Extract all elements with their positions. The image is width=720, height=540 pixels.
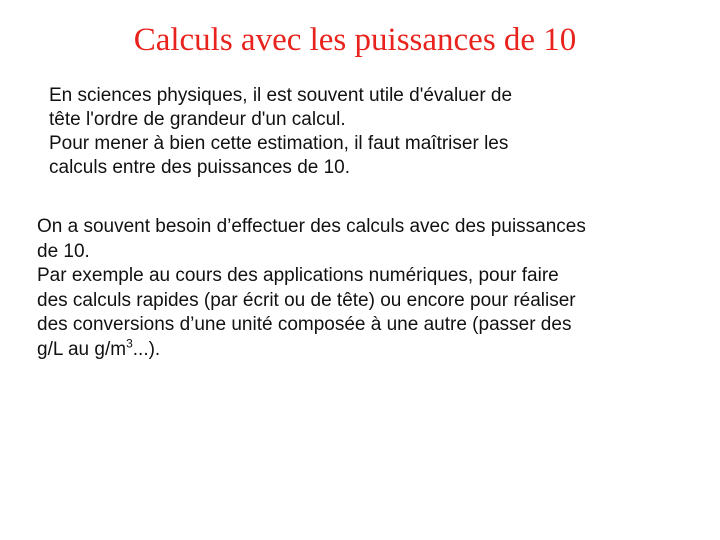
intro-line: calculs entre des puissances de 10. — [49, 157, 351, 178]
body-line: des conversions d’une unité composée à une autre (passer des — [37, 314, 572, 335]
body-line: On a souvent besoin d’effectuer des calculs avec des puissances — [37, 216, 586, 237]
intro-paragraph — [49, 84, 629, 180]
body-line: des calculs rapides (par écrit ou de tête) ou encore pour réaliser — [37, 289, 576, 311]
intro-line: tête l'ordre de grandeur d'un calcul. — [49, 109, 346, 130]
body-paragraph — [37, 215, 687, 362]
exponent: 3 — [126, 336, 133, 351]
ellipsis-text: ...). — [132, 338, 161, 360]
intro-line: Pour mener à bien cette estimation, il faut maîtriser les — [49, 133, 509, 154]
body-last-line — [37, 338, 687, 363]
slide-title: Calculs avec les puissances de 10 — [133, 22, 577, 58]
intro-line: En sciences physiques, il est souvent utile d'évaluer de — [49, 85, 513, 106]
body-line: Par exemple au cours des applications numériques, pour faire — [37, 265, 559, 286]
body-line: de 10. — [37, 240, 90, 262]
unit-text: g/L au g/m — [37, 338, 127, 360]
